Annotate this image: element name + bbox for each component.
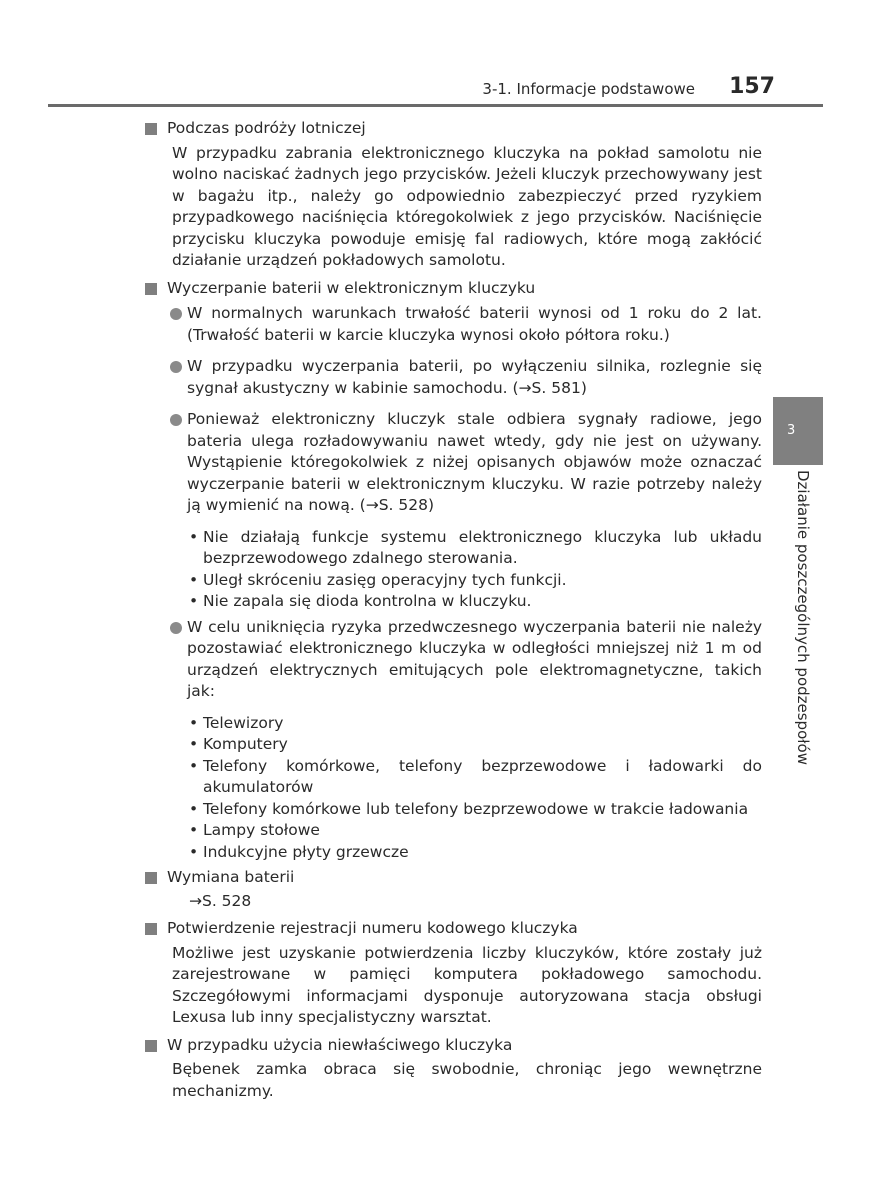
- sub-list-item: • Komputery: [145, 734, 762, 756]
- chapter-number: 3: [787, 423, 796, 438]
- section-body-key-code-confirmation: Możliwe jest uzyskanie potwierdzenia liczby kluczyków, które zostały już zarejestrowane w pamięci komputera pokładowego samochodu. Szczegółowymi informacjami dysponuje autoryzowana stacja obsługi Lexusa lub inny specjalistyczny warsztat.: [172, 943, 762, 1026]
- sub-list-item: • Indukcyjne płyty grzewcze: [145, 842, 762, 864]
- section-body-air-travel: W przypadku zabrania elektronicznego kluczyka na pokład samolotu nie wolno naciskać żadnych jego przycisków. Jeżeli kluczyk przechowywany jest w bagażu itp., należy go odpowiednio zabezpieczyć przed ryzykiem przypadkowego naciśnięcia któregokolwiek z jego przycisków. Naciśnięcie przycisku kluczyka powoduje emisję fal radiowych, które mogą zakłócić działanie urządzeń pokładowych samolotu.: [172, 143, 762, 269]
- section-heading-air-travel: Podczas podróży lotniczej: [145, 118, 762, 140]
- page-number: 157: [729, 74, 775, 99]
- sub-list-item: • Telefony komórkowe lub telefony bezprzewodowe w trakcie ładowania: [145, 799, 762, 821]
- sub-list-item: • Nie zapala się dioda kontrolna w kluczyku.: [145, 591, 762, 613]
- list-item: W przypadku wyczerpania baterii, po wyłączeniu silnika, rozlegnie się sygnał akustyczny w kabinie samochodu. (→S. 581): [145, 356, 762, 399]
- page-header: [48, 70, 823, 107]
- section-heading-battery-depletion: Wyczerpanie baterii w elektronicznym kluczyku: [145, 278, 762, 300]
- page-content: [145, 114, 762, 1102]
- section-heading-battery-replacement: Wymiana baterii: [145, 867, 762, 889]
- header-section-title: 3-1. Informacje podstawowe: [482, 80, 695, 98]
- sub-list-item: • Telefony komórkowe, telefony bezprzewodowe i ładowarki do akumulatorów: [145, 756, 762, 799]
- sub-list-item: • Telewizory: [145, 713, 762, 735]
- sub-list-item: • Lampy stołowe: [145, 820, 762, 842]
- section-heading-wrong-key: W przypadku użycia niewłaściwego kluczyka: [145, 1035, 762, 1057]
- chapter-title: Działanie poszczególnych podzespołów: [794, 470, 812, 765]
- section-body-wrong-key: Bębenek zamka obraca się swobodnie, chroniąc jego wewnętrzne mechanizmy.: [172, 1060, 762, 1100]
- list-item: W normalnych warunkach trwałość baterii wynosi od 1 roku do 2 lat. (Trwałość baterii w karcie kluczyka wynosi około półtora roku.): [145, 303, 762, 346]
- list-item: W celu uniknięcia ryzyka przedwczesnego wyczerpania baterii nie należy pozostawiać elektronicznego kluczyka w odległości mniejszej niż 1 m od urządzeń elektrycznych emitujących pole elektromagnetyczne, takich jak:: [145, 617, 762, 703]
- sub-list-symptoms: [145, 527, 762, 613]
- chapter-tab: [773, 397, 823, 465]
- sub-list-item: • Nie działają funkcje systemu elektronicznego kluczyka lub układu bezprzewodowego zdalnego sterowania.: [145, 527, 762, 570]
- sub-list-devices: [145, 713, 762, 864]
- sub-list-item: • Uległ skróceniu zasięg operacyjny tych funkcji.: [145, 570, 762, 592]
- page-reference-link[interactable]: →S. 528: [189, 891, 252, 910]
- section-heading-key-code-confirmation: Potwierdzenie rejestracji numeru kodowego kluczyka: [145, 918, 762, 940]
- list-item: Ponieważ elektroniczny kluczyk stale odbiera sygnały radiowe, jego bateria ulega rozładowywaniu nawet wtedy, gdy nie jest on używany. Wystąpienie któregokolwiek z niżej opisanych objawów może oznaczać wyczerpanie baterii w elektronicznym kluczyku. W razie potrzeby należy ją wymienić na nową. (→S. 528): [145, 409, 762, 517]
